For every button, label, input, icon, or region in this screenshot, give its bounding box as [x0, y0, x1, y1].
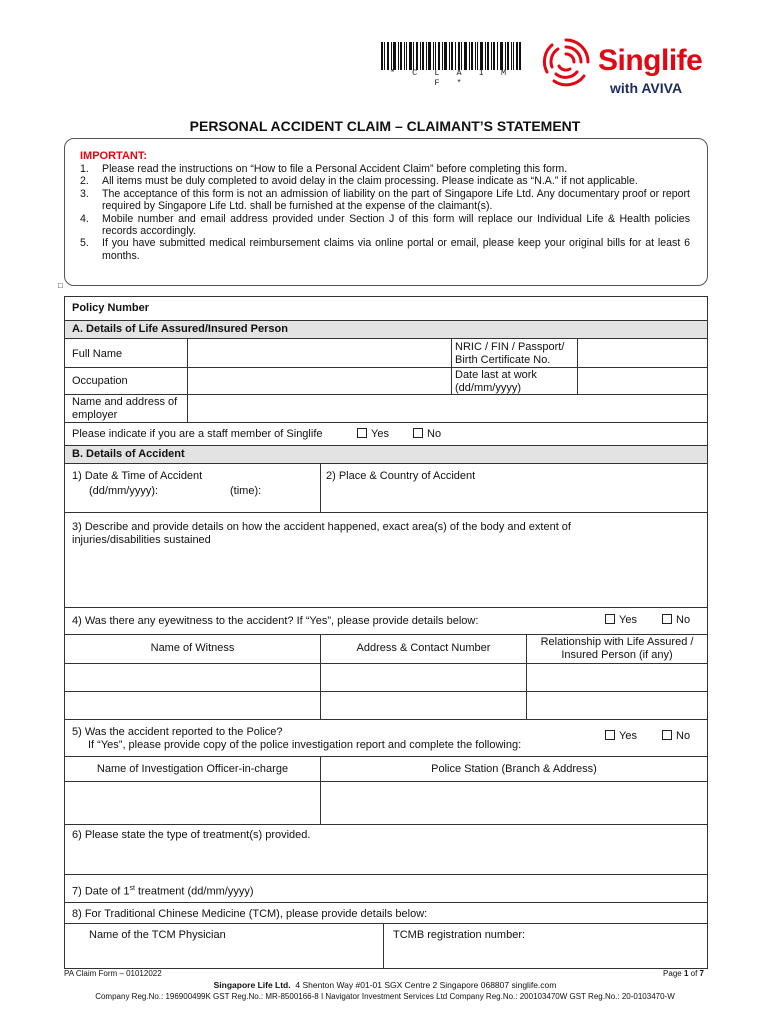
accident-description-field[interactable] — [66, 549, 706, 606]
police-yes-option[interactable] — [605, 730, 637, 743]
marker-glyph: □ — [58, 281, 63, 290]
item-number: 5. — [80, 237, 89, 250]
treatment-field[interactable] — [66, 844, 706, 873]
form-id: PA Claim Form – 01012022 — [64, 969, 162, 978]
important-item — [80, 175, 690, 187]
witness-address-header: Address & Contact Number — [356, 642, 491, 654]
logo-brand: Singlife — [598, 44, 703, 77]
page-title: PERSONAL ACCIDENT CLAIM – CLAIMANT’S STATEMENT — [189, 118, 581, 134]
eyewitness-yes-option[interactable] — [605, 614, 637, 627]
first-treatment-date-label — [72, 882, 254, 899]
officer-header: Name of Investigation Officer-in-charge — [96, 763, 289, 775]
option-label: No — [427, 428, 442, 440]
page-number: 1 — [683, 969, 689, 978]
q7-superscript: st — [129, 885, 135, 892]
witness-relationship-header: Relationship with Life Assured / Insured Person (if any) — [540, 636, 694, 661]
section-a-heading: A. Details of Life Assured/Insured Person — [72, 323, 288, 335]
company-address — [0, 980, 770, 990]
staff-no-option[interactable] — [413, 428, 441, 441]
q7-text-start: 7) Date of 1 — [72, 885, 130, 898]
police-question-line1: 5) Was the accident reported to the Police? — [72, 726, 283, 738]
claim-form — [64, 296, 708, 969]
page-indicator — [663, 969, 704, 978]
address-text: 4 Shenton Way #01-01 SGX Centre 2 Singapore 068807 singlife.com — [295, 980, 557, 990]
singlife-logo-icon — [536, 32, 596, 92]
full-name-label: Full Name — [72, 348, 123, 360]
page-total: 7 — [699, 969, 704, 978]
option-label: Yes — [371, 428, 389, 440]
accident-date-label: (dd/mm/yyyy): — [89, 485, 159, 497]
tcm-question: 8) For Traditional Chinese Medicine (TCM), please provide details below: — [72, 908, 428, 920]
option-label: No — [676, 730, 691, 742]
item-text: Please read the instructions on “How to file a Personal Accident Claim” before completing this form. — [102, 163, 568, 175]
important-heading: IMPORTANT: — [80, 150, 148, 162]
checkbox-icon[interactable] — [605, 614, 615, 624]
item-text: Mobile number and email address provided under Section J of this form will replace our Individual Life & Health policies records accordingly. — [102, 212, 690, 238]
checkbox-icon[interactable] — [413, 428, 423, 438]
nric-label: NRIC / FIN / Passport/ Birth Certificate No. — [455, 341, 565, 366]
item-text: All items must be duly completed to avoid delay in the claim processing. Please indicate as “N.A.” if not applicable. — [102, 175, 638, 188]
important-list — [80, 163, 690, 262]
important-item — [80, 237, 690, 262]
tcmb-registration-label: TCMB registration number: — [393, 929, 526, 941]
checkbox-icon[interactable] — [662, 730, 672, 740]
company-name: Singapore Life Ltd. — [213, 980, 291, 990]
item-number: 4. — [80, 212, 89, 225]
police-question — [72, 726, 521, 752]
date-last-work-label: Date last at work (dd/mm/yyyy) — [455, 369, 537, 394]
option-label: Yes — [619, 614, 637, 626]
eyewitness-question: 4) Was there any eyewitness to the accident? If “Yes”, please provide details below: — [72, 615, 479, 627]
item-text: The acceptance of this form is not an admission of liability on the part of Singapore Life Ltd. Any documentary proof or report required by Singapore Life Ltd. shall be furnished at the expense of the claimant(s). — [102, 187, 690, 213]
checkbox-icon[interactable] — [662, 614, 672, 624]
staff-yes-option[interactable] — [357, 428, 389, 441]
employer-field[interactable] — [188, 395, 706, 421]
important-item — [80, 188, 690, 213]
barcode-text: * C L A I M F * — [389, 68, 513, 88]
police-no-option[interactable] — [662, 730, 690, 743]
option-label: Yes — [619, 730, 637, 742]
occupation-field[interactable] — [188, 368, 450, 393]
police-question-line2: If “Yes”, please provide copy of the police investigation report and complete the following: — [88, 739, 522, 751]
section-b-heading: B. Details of Accident — [72, 448, 185, 460]
police-station-header: Police Station (Branch & Address) — [431, 763, 597, 775]
option-label: No — [676, 614, 691, 626]
full-name-field[interactable] — [188, 339, 450, 366]
checkbox-icon[interactable] — [605, 730, 615, 740]
item-number: 2. — [80, 175, 89, 188]
logo-subtitle: with AVIVA — [610, 80, 683, 96]
accident-place-label: 2) Place & Country of Accident — [326, 470, 476, 482]
important-item — [80, 213, 690, 238]
company-registration: Company Reg.No.: 196900499K GST Reg.No.: MR-8500166-8 I Navigator Investment Services Ltd Company Reg.No.: 200103470W GST Reg.No.: 20-0103470-W — [95, 992, 675, 1001]
item-text: If you have submitted medical reimbursement claims via online portal or email, please keep your original bills for at least 6 months. — [102, 237, 690, 262]
page-label: Page — [663, 969, 682, 978]
tcm-physician-label: Name of the TCM Physician — [89, 929, 226, 941]
page-of: of — [690, 969, 698, 978]
accident-time-label: (time): — [230, 485, 262, 497]
barcode — [381, 42, 521, 70]
accident-datetime-label: 1) Date & Time of Accident — [72, 470, 203, 482]
q7-text-end: treatment (dd/mm/yyyy) — [134, 885, 254, 898]
important-item — [80, 163, 690, 175]
item-number: 1. — [80, 163, 89, 175]
nric-field[interactable] — [578, 339, 706, 366]
occupation-label: Occupation — [72, 375, 128, 387]
staff-question: Please indicate if you are a staff member of Singlife — [72, 428, 323, 440]
accident-description-label: 3) Describe and provide details on how the accident happened, exact area(s) of the body and extent of injuries/disabilities sustained — [72, 521, 571, 546]
item-number: 3. — [80, 187, 89, 200]
policy-number-label: Policy Number — [72, 302, 150, 314]
treatment-question: 6) Please state the type of treatment(s) provided. — [72, 829, 311, 841]
eyewitness-no-option[interactable] — [662, 614, 690, 627]
witness-name-header: Name of Witness — [150, 642, 235, 654]
employer-label: Name and address of employer — [72, 396, 178, 421]
checkbox-icon[interactable] — [357, 428, 367, 438]
date-last-work-field[interactable] — [578, 368, 706, 393]
